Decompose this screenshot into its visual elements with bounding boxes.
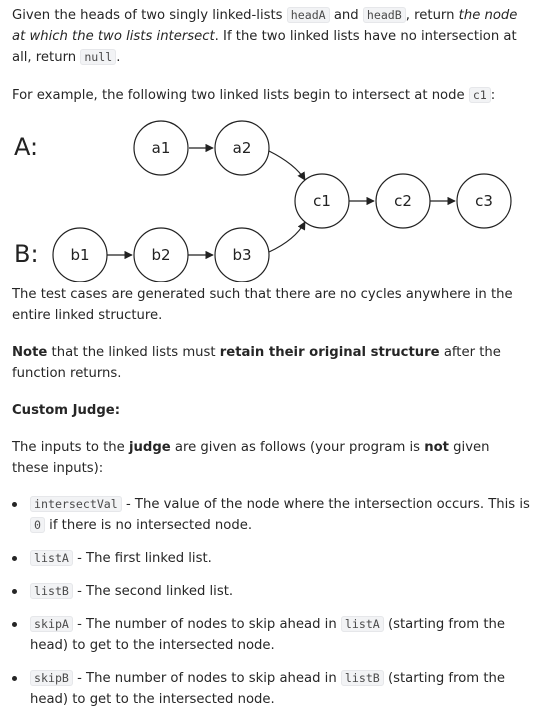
emphasis: the node at which the two lists intersect	[12, 8, 518, 44]
note-text	[12, 342, 527, 384]
text: , return	[405, 8, 459, 23]
bullet-icon	[12, 502, 17, 507]
list-item-skipa	[12, 614, 530, 656]
bullet-icon	[12, 676, 17, 681]
text: given these inputs):	[12, 440, 490, 476]
list-a-label: A:	[14, 133, 39, 161]
node-label: b1	[70, 246, 90, 264]
code-c1: c1	[469, 87, 491, 103]
code-param: skipA	[30, 616, 73, 632]
code-param: listA	[30, 550, 73, 566]
text: - The value of the node where the intersection occurs. This is	[121, 497, 530, 512]
text: (starting from the head) to get to the intersected node.	[30, 617, 505, 653]
text: - The first linked list.	[72, 551, 212, 566]
node-label: b2	[151, 246, 171, 264]
example-text	[12, 85, 527, 106]
code-null: null	[80, 49, 116, 65]
node-label: c3	[475, 192, 493, 210]
text: that the linked lists must	[47, 345, 220, 360]
arrow-a2-c1	[269, 151, 305, 180]
node-label: a2	[232, 139, 252, 157]
text: For example, the following two linked lists begin to intersect at node	[12, 88, 469, 103]
node-a2	[215, 121, 269, 175]
node-b3	[215, 228, 269, 282]
node-c1	[295, 174, 349, 228]
text: (starting from the head) to get to the intersected node.	[30, 671, 505, 707]
emphasis: not	[424, 440, 449, 455]
bullet-icon	[12, 622, 17, 627]
list-item-intersectval	[12, 494, 530, 536]
linked-list-diagram	[0, 112, 535, 282]
list-item-listb	[12, 581, 530, 602]
code-zero: 0	[30, 517, 45, 533]
list-b-label: B:	[14, 240, 39, 268]
code-param: listB	[30, 583, 73, 599]
node-c3	[457, 174, 511, 228]
list-item-skipb	[12, 668, 530, 710]
code-param: intersectVal	[30, 496, 122, 512]
text: are given as follows (your program is	[170, 440, 425, 455]
text: .	[116, 50, 121, 65]
code-heada: headA	[287, 7, 330, 23]
code-headb: headB	[363, 7, 406, 23]
node-b2	[134, 228, 188, 282]
text: - The second linked list.	[72, 584, 234, 599]
text: after the function returns.	[12, 345, 501, 381]
text: and	[329, 8, 363, 23]
node-label: b3	[232, 246, 252, 264]
note-label: Note	[12, 345, 48, 360]
bullet-icon	[12, 589, 17, 594]
node-c2	[376, 174, 430, 228]
emphasis: judge	[128, 440, 171, 455]
node-label: c2	[394, 192, 412, 210]
arrow-b3-c1	[269, 222, 305, 252]
code-lista: listA	[341, 616, 384, 632]
problem-statement	[12, 5, 527, 68]
list-item-lista	[12, 548, 530, 569]
text: Given the heads of two singly linked-lists	[12, 8, 287, 23]
text: - The number of nodes to skip ahead in	[72, 617, 341, 632]
emphasis: retain their original structure	[219, 345, 440, 360]
text: :	[490, 88, 496, 103]
code-listb: listB	[341, 670, 384, 686]
text: - The number of nodes to skip ahead in	[72, 671, 341, 686]
code-param: skipB	[30, 670, 73, 686]
node-label: c1	[313, 192, 331, 210]
node-label: a1	[151, 139, 171, 157]
node-b1	[53, 228, 107, 282]
bullet-icon	[12, 556, 17, 561]
text: . If the two linked lists have no intersection at all, return	[12, 29, 517, 65]
constraint-text: The test cases are generated such that there are no cycles anywhere in the entire linked structure.	[12, 287, 513, 323]
node-a1	[134, 121, 188, 175]
text: if there is no intersected node.	[44, 518, 253, 533]
text: The inputs to the	[12, 440, 129, 455]
judge-intro-text	[12, 437, 527, 479]
section-heading: Custom Judge:	[12, 403, 121, 418]
